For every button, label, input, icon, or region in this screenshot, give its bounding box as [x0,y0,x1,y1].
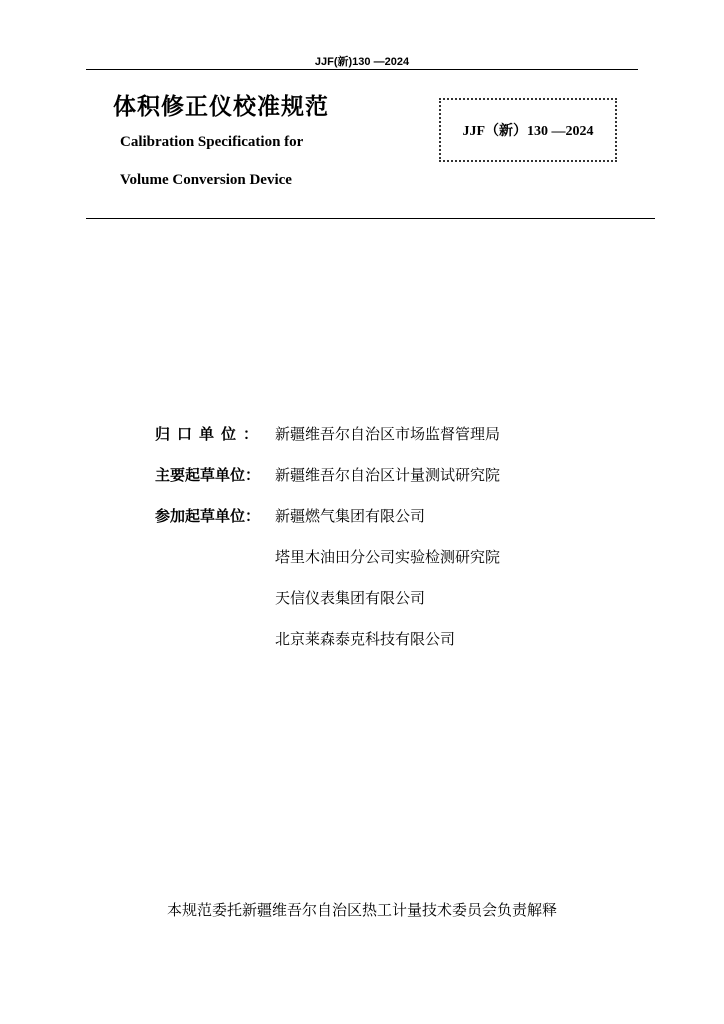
org-value: 新疆维吾尔自治区计量测试研究院 [275,466,501,484]
document-title-zh: 体积修正仪校准规范 [113,94,329,120]
document-title-en-line1: Calibration Specification for [120,134,304,150]
document-code: JJF（新）130 —2024 [462,124,594,139]
org-label: 归口单位： [155,425,266,443]
org-label: 参加起草单位： [155,507,261,525]
org-value: 新疆燃气集团有限公司 [275,507,426,525]
interpretation-note: 本规范委托新疆维吾尔自治区热工计量技术委员会负责解释 [166,901,557,919]
title-rule [86,218,655,219]
org-value: 塔里木油田分公司实验检测研究院 [275,548,501,566]
org-value: 天信仪表集团有限公司 [275,589,426,607]
document-code-box [439,98,617,162]
org-value: 新疆维吾尔自治区市场监督管理局 [275,425,501,443]
org-value: 北京莱森泰克科技有限公司 [275,630,456,648]
document-title-en-line2: Volume Conversion Device [120,172,292,188]
header-rule [86,69,638,70]
running-head: JJF(新)130 —2024 [314,56,410,68]
org-label: 主要起草单位： [155,466,261,484]
